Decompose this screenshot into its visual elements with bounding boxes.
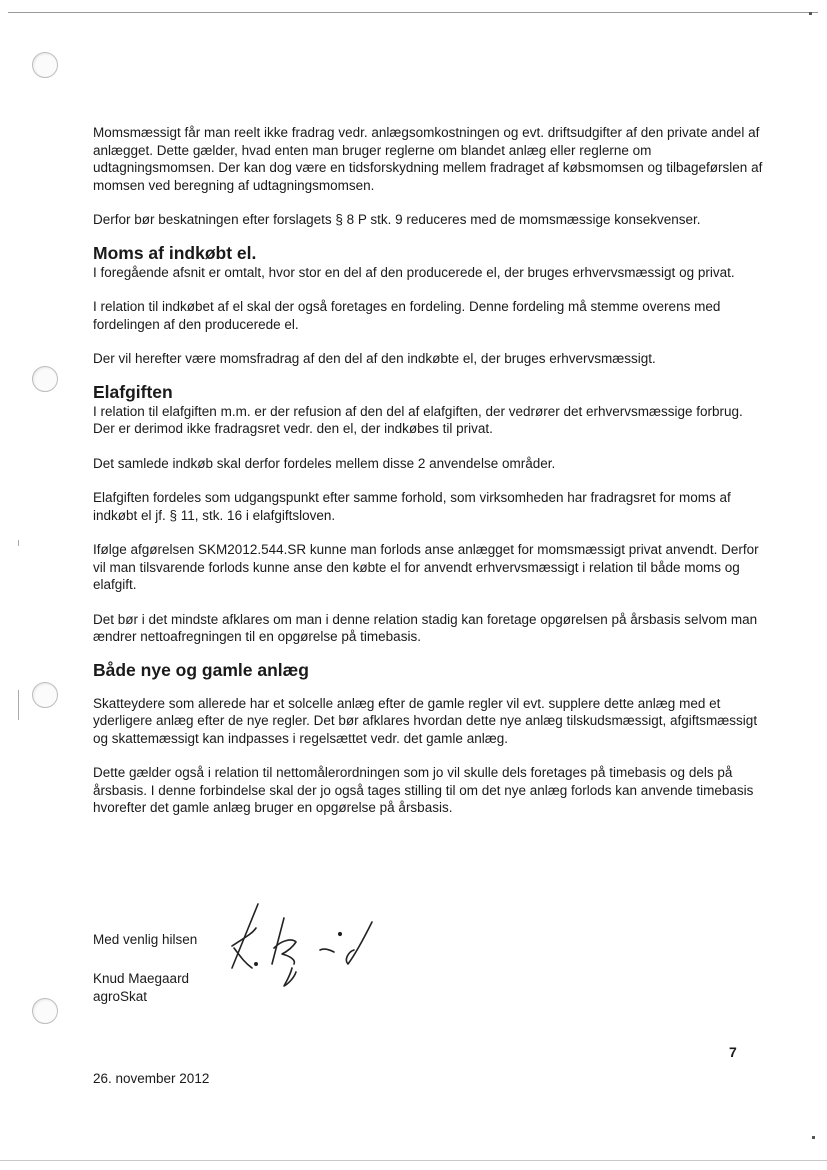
paragraph-taxation-reduction: Derfor bør beskatningen efter forslagets § 8 P stk. 9 reduceres med de momsmæssige konsekvenser.	[93, 212, 701, 227]
page-number: 7	[729, 1044, 737, 1060]
paragraph-net-metering: Dette gælder også i relation til nettomålerordningen som jo vil skulle dels foretages på timebasis og dels på årsbasis. I denne forbindelse skal der jo også tages stilling til om det nye anlæg forlods kan anvende timebasis hvorefter det gamle anlæg bruger en opgørelse på årsbasis.	[93, 765, 754, 815]
heading-electricity-tax: Elafgiften	[93, 381, 173, 402]
scan-edge-top	[8, 12, 818, 13]
paragraph-vat-deduction-purchased: Der vil herefter være momsfradrag af den del af den indkøbte el, der bruges erhvervsmæssigt.	[93, 351, 656, 366]
scan-mark	[809, 12, 812, 15]
closing-greeting: Med venlig hilsen	[93, 932, 198, 947]
paragraph-previous-section: I foregående afsnit er omtalt, hvor stor en del af den producerede el, der bruges erhvervsmæssigt og privat.	[93, 264, 735, 280]
signatory-name: Knud Maegaard	[93, 971, 190, 986]
margin-tick	[18, 540, 19, 546]
paragraph-purchase-allocation: I relation til indkøbet af el skal der også foretages en fordeling. Denne fordeling må stemme overens med fordelingen af den producerede el.	[93, 299, 721, 332]
paragraph-total-purchase: Det samlede indkøb skal derfor fordeles mellem disse 2 anvendelse områder.	[93, 455, 556, 471]
signatory-company: agroSkat	[93, 989, 148, 1004]
paragraph-skm-ruling: Ifølge afgørelsen SKM2012.544.SR kunne man forlods anse anlægget for momsmæssigt privat anvendt. Derfor vil man tilsvarende forlods kunne anse den købte el for anvendt erhvervsmæssigt i relation til både moms og elafgift.	[93, 542, 759, 592]
scan-edge-bottom	[0, 1160, 827, 1161]
punch-hole	[32, 682, 58, 708]
paragraph-existing-taxpayers: Skatteydere som allerede har et solcelle anlæg efter de gamle regler vil evt. supplere dette anlæg med et yderligere anlæg efter de nye regler. Det bør afklares hvordan dette nye anlæg tilskudsmæssigt, afgiftsmæssigt og skattemæssigt kan indpasses i regelsættet vedr. det gamle anlæg.	[93, 695, 758, 746]
heading-new-and-old-plants: Både nye og gamle anlæg	[93, 659, 309, 680]
document-date: 26. november 2012	[93, 1071, 210, 1086]
punch-hole	[32, 998, 58, 1024]
letter-body	[93, 124, 765, 817]
scan-mark	[812, 1136, 815, 1139]
paragraph-vat-deduction: Momsmæssigt får man reelt ikke fradrag vedr. anlægsomkostningen og evt. driftsudgifter af den private andel af anlægget. Dette gælder, hvad enten man bruger reglerne om blandet anlæg eller reglerne om udtagningsmomsen. Der kan dog være en tidsforskydning mellem fradraget af købsmomsen og tilbageførslen af momsen ved beregning af udtagningsmomsen.	[93, 125, 763, 193]
handwritten-signature	[222, 898, 382, 998]
paragraph-electricity-tax-refund: I relation til elafgiften m.m. er der refusion af den del af elafgiften, der vedrører det erhvervsmæssige forbrug. Der er derimod ikke fradragsret vedr. den el, der indkøbes til privat.	[93, 403, 743, 436]
paragraph-annual-basis: Det bør i det mindste afklares om man i denne relation stadig kan foretage opgørelsen på årsbasis selvom man ændrer nettoafregningen til en opgørelse på timebasis.	[93, 611, 758, 644]
paragraph-tax-distribution: Elafgiften fordeles som udgangspunkt efter samme forhold, som virksomheden har fradragsret for moms af indkøbt el jf. § 11, stk. 16 i elafgiftsloven.	[93, 490, 731, 523]
heading-vat-purchased-power: Moms af indkøbt el.	[93, 242, 257, 263]
punch-hole	[32, 366, 58, 392]
punch-hole	[32, 52, 58, 78]
margin-tick	[18, 690, 19, 720]
